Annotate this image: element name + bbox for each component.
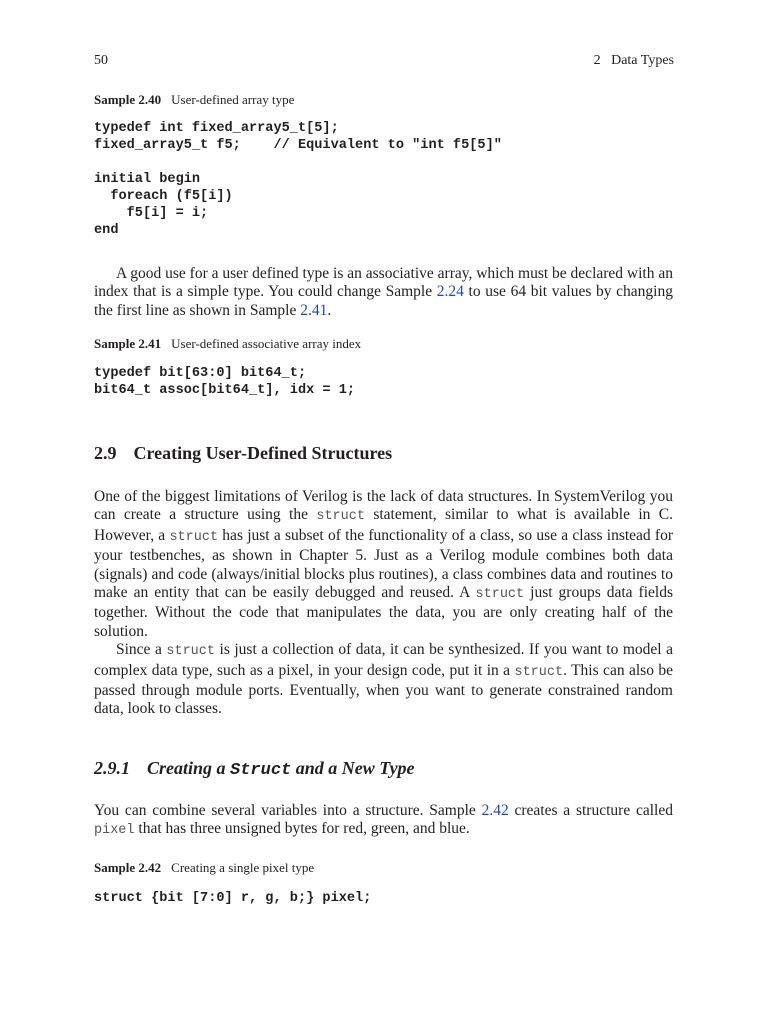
text-run: Since a bbox=[116, 641, 167, 659]
sample-2-42-caption bbox=[94, 860, 314, 876]
section-number: 2.9 bbox=[94, 443, 117, 463]
text-run: is just a collection of data, it can be synthesized. If you want to model a complex data type, such as a pixel, in your design code, put it in a bbox=[94, 641, 673, 679]
code-block-sample-2-41: typedef bit[63:0] bit64_t; bit64_t assoc[bit64_t], idx = 1; bbox=[94, 366, 356, 398]
paragraph-verilog-structures bbox=[94, 488, 673, 641]
section-2-9-body bbox=[94, 488, 673, 719]
sample-label: Sample 2.40 bbox=[94, 92, 162, 107]
inline-code: struct bbox=[316, 509, 365, 525]
text-run: just groups data fields together. Without the code that manipulates the data, you are only creating half of the solution. bbox=[94, 584, 673, 640]
sample-title: Creating a single pixel type bbox=[171, 860, 315, 875]
sample-title: User-defined array type bbox=[171, 92, 295, 107]
text-run: . bbox=[327, 301, 332, 319]
text-run: A good use for a user defined type is an associative array, which must be declared with an index that is a simple type. You could change Sample bbox=[94, 265, 673, 301]
paragraph-combine-variables bbox=[94, 802, 673, 841]
sample-2-24-link[interactable]: 2.24 bbox=[436, 283, 464, 301]
section-title-code: Struct bbox=[230, 761, 292, 780]
inline-code: struct bbox=[475, 587, 525, 603]
sample-2-40-caption bbox=[94, 92, 294, 108]
page-number: 50 bbox=[94, 53, 108, 68]
text-run: to use 64 bit values by changing the first line as shown in Sample bbox=[94, 283, 673, 319]
section-heading-2-9-1 bbox=[94, 757, 415, 782]
inline-code: pixel bbox=[94, 823, 135, 839]
text-run: . This can also be passed through module ports. Eventually, when you want to generate constrained random data, look to classes. bbox=[94, 661, 673, 718]
sample-label: Sample 2.41 bbox=[94, 336, 162, 351]
inline-code: struct bbox=[166, 644, 215, 660]
text-run: One of the biggest limitations of Verilog is the lack of data structures. In SystemVerilog you can create a structure using the bbox=[94, 488, 673, 524]
section-title: Creating User-Defined Structures bbox=[133, 443, 393, 463]
section-heading-2-9 bbox=[94, 442, 392, 464]
sample-2-41-link[interactable]: 2.41 bbox=[300, 301, 328, 319]
running-head: 2 Data Types bbox=[593, 53, 674, 68]
code-block-sample-2-40: typedef int fixed_array5_t[5]; fixed_array5_t f5; // Equivalent to "int f5[5]" initial begin foreach (f5[i]) f5[i] = i; end bbox=[94, 121, 502, 238]
paragraph-associative-array bbox=[94, 265, 673, 320]
code-block-sample-2-42: struct {bit [7:0] r, g, b;} pixel; bbox=[94, 891, 372, 906]
inline-code: struct bbox=[514, 664, 564, 680]
text-run: that has three unsigned bytes for red, green, and blue. bbox=[134, 820, 470, 838]
text-run: has just a subset of the functionality of a class, so use a class instead for your testbenches, as shown in Chapter 5. Just as a Verilog module combines both data (signals) and code (always/initial blocks plus routines), a class combines data and routines to make an entity that can be easily debugged and reused. A bbox=[94, 526, 673, 602]
section-title-part: and a New Type bbox=[291, 758, 415, 778]
inline-code: struct bbox=[169, 529, 219, 545]
paragraph-synthesis bbox=[94, 641, 673, 719]
sample-label: Sample 2.42 bbox=[94, 860, 162, 875]
text-run: You can combine several variables into a structure. Sample bbox=[94, 802, 482, 819]
text-run: statement, similar to what is available in C. However, a bbox=[94, 506, 673, 544]
sample-title: User-defined associative array index bbox=[171, 336, 362, 351]
sample-2-42-link[interactable]: 2.42 bbox=[481, 802, 509, 819]
section-number: 2.9.1 bbox=[94, 758, 130, 778]
sample-2-41-caption bbox=[94, 336, 361, 352]
text-run: creates a structure called bbox=[508, 802, 673, 819]
section-title-part: Creating a bbox=[147, 758, 231, 778]
